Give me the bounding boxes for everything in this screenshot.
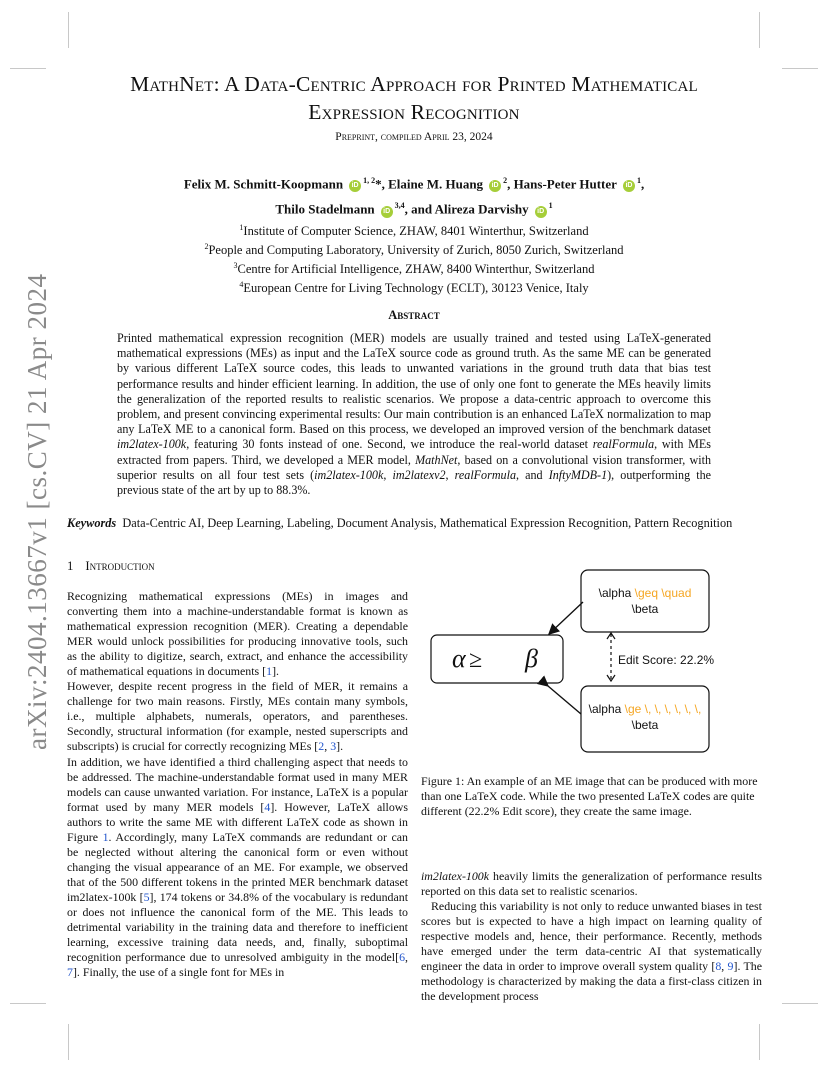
keywords-text: Data-Centric AI, Deep Learning, Labeling, Document Analysis, Mathematical Expression Recognition, Pattern Recognition (122, 516, 733, 530)
text: heavily limits the generalization of performance results reported on this data set to realistic scenarios. (421, 869, 762, 899)
affiliation-number: 4 (239, 280, 244, 290)
title-line-1: MathNet: A Data-Centric Approach for Printed Mathematical (130, 72, 698, 96)
figure-caption: Figure 1: An example of an ME image that can be produced with more than one LaTeX code. While the two presented LaTeX codes are quite different (22.2% Edit score), they create the same image. (421, 774, 758, 819)
crop-mark (782, 1003, 818, 1004)
abstract-part: , (383, 467, 393, 482)
arrow-top (549, 602, 583, 634)
affiliation-text: Institute of Computer Science, ZHAW, 8401 Winterthur, Switzerland (243, 224, 589, 239)
orcid-icon[interactable]: iD (623, 180, 635, 192)
text: , (405, 950, 408, 965)
section-heading (67, 559, 155, 574)
section-number: 1 (67, 559, 74, 573)
paragraph (67, 589, 408, 679)
affiliation-number: 3 (233, 261, 238, 271)
text: ]. Finally, the use of a single font for MEs in (72, 965, 285, 980)
text: , (721, 959, 728, 974)
author-name: Thilo Stadelmann (275, 201, 375, 217)
author-separator: , (640, 176, 645, 192)
abstract-part: , based on a convolutional vision transformer, with superior results on all four test sets ( (117, 452, 711, 482)
affiliation-number: 2 (204, 242, 209, 252)
abstract-part: Printed mathematical expression recognition (MER) models are usually trained and tested using LaTeX-generated mathematical expressions (MEs) as input and the LaTeX source code as ground truth. As the same ME can be generated by various different LaTeX source codes, this leads to unwanted variations in the ground truth data that bias test performance results and hinder efficient learning. In addition, the use of only one font to generate the MEs heavily limits the generalization of the reported results to realistic scenarios. We propose a data-centric approach to overcome this problem, and present convincing experimental results: Our main contribution is an enhanced LaTeX normalization to map any LaTeX ME to a canonical form. Based on this process, we developed an improved version of the benchmark dataset (117, 331, 711, 437)
orcid-icon[interactable]: iD (381, 206, 393, 218)
paper-title (80, 70, 748, 126)
affiliation-text: European Centre for Living Technology (ECLT), 30123 Venice, Italy (243, 281, 589, 296)
formula-image-box (431, 635, 563, 683)
dataset-name: realFormula (592, 437, 655, 452)
paragraph (67, 679, 408, 754)
text: Recognizing mathematical expressions (MEs) in images and converting them into a machine-understandable format is known as mathematical expression recognition (MER). Creating a dependable MER would unlock possibilities for producing innovative tools, such as the ability to digitize, search, extract, and enhance the accessibility of mathematical equations in documents [ (67, 589, 408, 679)
orcid-icon[interactable]: iD (489, 180, 501, 192)
author-name: Felix M. Schmitt-Koopmann (183, 176, 344, 192)
citation-link[interactable]: 7 (67, 965, 73, 980)
text: ], 174 tokens or 34.8% of the vocabulary is redundant or does not influence the canonical form of the ME. This leads to detrimental variability in the training data and therefore to inefficient learning, excessive training data needs, and, finally, suboptimal recognition performance due to unresolved ambiguity in the model[ (67, 889, 409, 965)
dataset-name: im2latexv2 (392, 467, 446, 482)
text: ]. (272, 664, 280, 679)
dataset-name: im2latex-100k (117, 437, 187, 452)
abstract-part: ), outperforming the previous state of the art by up to 88.3%. (117, 467, 711, 498)
orcid-icon[interactable]: iD (349, 180, 361, 192)
latex-code-bottom: \alpha \ge \, \, \, \, \, \, (588, 702, 702, 716)
title-line-2: Expression Recognition (308, 100, 520, 124)
crop-mark (759, 1024, 760, 1060)
keywords-label: Keywords (67, 516, 117, 530)
citation-link[interactable]: 8 (715, 959, 722, 974)
text: Reducing this variability is not only to reduce unwanted biases in test scores but is expected to have a high impact on learning quality of respective models and, hence, their performance. Recently, methods have emerged under the term data-centric AI that systematically engineer the data in order to improve overall system quality [ (421, 899, 762, 974)
left-column (67, 589, 408, 980)
author-name: and Alireza Darvishy (411, 201, 529, 217)
crop-mark (10, 68, 46, 69)
paragraph (421, 869, 762, 899)
text: . Accordingly, many LaTeX commands are redundant or can be neglected without altering the canonical form or even without changing the visual appearance of an ME. For example, we observed that of the 500 different tokens in the printed MER benchmark dataset im2latex-100k [ (67, 829, 408, 904)
figure-diagram (421, 568, 762, 758)
arrow-bottom (548, 686, 581, 714)
author-separator: , (507, 176, 511, 192)
arxiv-identifier[interactable]: arXiv:2404.13667v1 [cs.CV] 21 Apr 2024 (22, 273, 52, 750)
author-affiliation: 2 (503, 176, 508, 185)
abstract-part: , and (516, 467, 549, 482)
preprint-date: Preprint, compiled April 23, 2024 (335, 131, 493, 143)
text: However, despite recent progress in the field of MER, it remains a challenge for two main reasons. Firstly, MEs contain many symbols, i.e., multiple alphabets, numerals, operators, and parentheses. Secondly, structural information (for example, nested superscripts and subscripts) is crucial for correctly recognizing MEs [ (67, 679, 408, 754)
citation-link[interactable]: 2 (318, 739, 325, 754)
author-affiliation: 3,4 (394, 201, 405, 211)
figure-link[interactable]: 1 (102, 829, 109, 844)
author-separator: , (404, 201, 408, 217)
text: , (324, 739, 331, 754)
abstract-part: , (445, 467, 455, 482)
text: ]. The methodology is characterized by making the data a first-class citizen in the development process (421, 959, 762, 1004)
formula-beta: β (525, 644, 538, 673)
affiliation-item (100, 239, 728, 258)
crop-mark (68, 1024, 69, 1060)
affiliation-list (100, 220, 728, 297)
abstract-text (117, 331, 711, 498)
crop-mark (10, 1003, 46, 1004)
citation-link[interactable]: 5 (143, 889, 150, 904)
affiliation-number: 1 (239, 223, 244, 232)
figure-1 (421, 568, 762, 758)
author-separator: *, (375, 176, 385, 192)
citation-link[interactable]: 4 (264, 799, 271, 814)
citation-link[interactable]: 9 (727, 959, 734, 974)
text: In addition, we have identified a third challenging aspect that needs to be addressed. The machine-understandable format used in many MER models can cause unwanted variation. For instance, LaTeX is a popular format used by many MER models [ (67, 754, 408, 814)
paragraph (67, 755, 408, 981)
affiliation-text: Centre for Artificial Intelligence, ZHAW, 8400 Winterthur, Switzerland (237, 262, 595, 277)
latex-code-bottom-line2: \beta (631, 718, 659, 732)
paragraph (421, 899, 762, 1004)
citation-link[interactable]: 3 (330, 739, 337, 754)
latex-box-top (581, 570, 709, 632)
keywords (67, 516, 761, 531)
abstract-heading: Abstract (388, 308, 440, 322)
author-affiliation: 1 (636, 176, 641, 185)
formula-alpha: α (452, 644, 466, 673)
crop-mark (68, 12, 69, 48)
author-name: Hans-Peter Hutter (513, 176, 617, 192)
affiliation-text: People and Computing Laboratory, University of Zurich, 8050 Zurich, Switzerland (208, 243, 624, 258)
citation-link[interactable]: 6 (399, 950, 406, 965)
text: ]. (336, 739, 344, 754)
affiliation-item (100, 277, 728, 296)
author-list (110, 170, 718, 221)
affiliation-item (100, 220, 728, 239)
edit-score-label: Edit Score: 22.2% (618, 653, 715, 667)
crop-mark (759, 12, 760, 48)
right-column (421, 869, 762, 1004)
dataset-name: im2latex-100k (314, 467, 384, 482)
author-affiliation: 1 (548, 201, 553, 211)
author-affiliation: 1, 2 (363, 176, 376, 185)
author-name: Elaine M. Huang (388, 176, 484, 192)
crop-mark (782, 68, 818, 69)
text: ]. However, LaTeX allows authors to write the same ME with different LaTeX code as shown in Figure (67, 799, 408, 844)
model-name: MathNet (415, 452, 458, 467)
dataset-name: im2latex-100k (421, 869, 490, 883)
dataset-name: InftyMDB-1 (548, 467, 608, 482)
latex-code-top-line2: \beta (631, 602, 659, 616)
formula-geq: ≥ (469, 647, 483, 673)
citation-link[interactable]: 1 (266, 664, 273, 679)
abstract-part: , with MEs extracted from papers. Third, we developed a MER model, (117, 437, 711, 467)
latex-code-top: \alpha \geq \quad (598, 586, 692, 600)
affiliation-item (100, 258, 728, 277)
section-title: Introduction (85, 559, 155, 573)
abstract-part: , featuring 30 fonts instead of one. Second, we introduce the real-world dataset (186, 437, 593, 452)
orcid-icon[interactable]: iD (535, 206, 547, 218)
dataset-name: realFormula (454, 467, 517, 482)
